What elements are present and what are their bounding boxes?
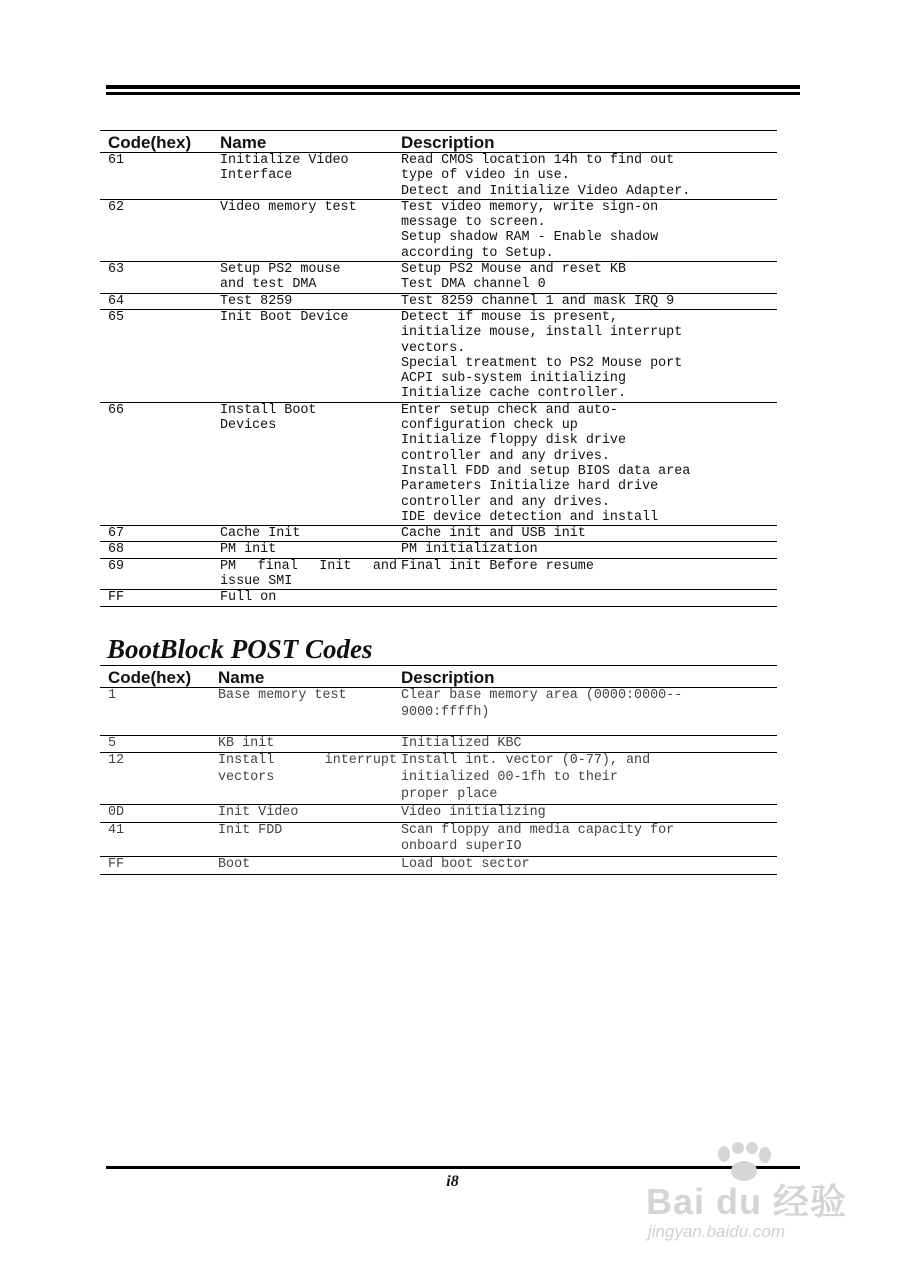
description-cell: Test 8259 channel 1 and mask IRQ 9	[397, 293, 777, 309]
code-cell: 61	[100, 153, 212, 200]
code-cell: 64	[100, 293, 212, 309]
table-header-row	[100, 131, 777, 153]
table-row	[100, 590, 777, 606]
table-row	[100, 199, 777, 261]
name-cell: Full on	[212, 590, 397, 606]
code-column-header: Code(hex)	[100, 131, 212, 153]
description-cell: Detect if mouse is present, initialize mouse, install interrupt vectors. Special treatment to PS2 Mouse port ACPI sub-system initializing Initialize cache controller.	[397, 309, 777, 402]
description-cell: Clear base memory area (0000:0000-- 9000:ffffh)	[397, 688, 777, 736]
name-cell: Base memory test	[210, 688, 397, 736]
description-cell: Video initializing	[397, 804, 777, 822]
name-cell: KB init	[210, 735, 397, 753]
table-row	[100, 822, 777, 857]
code-cell: 1	[100, 688, 210, 736]
description-column-header: Description	[397, 666, 777, 688]
table-row	[100, 735, 777, 753]
page-number: i8	[446, 1173, 459, 1190]
description-cell: Test video memory, write sign-on message to screen. Setup shadow RAM - Enable shadow according to Setup.	[397, 199, 777, 261]
code-cell: 65	[100, 309, 212, 402]
description-cell: Install int. vector (0-77), and initialized 00-1fh to their proper place	[397, 753, 777, 804]
description-cell: Initialized KBC	[397, 735, 777, 753]
post-codes-table	[100, 130, 777, 607]
name-cell: PM init	[212, 542, 397, 558]
table-row	[100, 542, 777, 558]
name-column-header: Name	[210, 666, 397, 688]
name-cell: Init FDD	[210, 822, 397, 857]
name-cell: Init Boot Device	[212, 309, 397, 402]
name-cell: Boot	[210, 857, 397, 875]
name-cell: PM final Init and issue SMI	[212, 558, 397, 590]
code-cell: FF	[100, 857, 210, 875]
code-cell: 0D	[100, 804, 210, 822]
code-cell: 12	[100, 753, 210, 804]
name-cell: Install Boot Devices	[212, 402, 397, 525]
bootblock-codes-table	[100, 665, 777, 875]
table-row	[100, 688, 777, 736]
description-cell: Final init Before resume	[397, 558, 777, 590]
table-row	[100, 804, 777, 822]
code-column-header: Code(hex)	[100, 666, 210, 688]
code-cell: 63	[100, 262, 212, 294]
code-cell: 69	[100, 558, 212, 590]
table-row	[100, 309, 777, 402]
baidu-watermark	[642, 1142, 857, 1252]
name-column-header: Name	[212, 131, 397, 153]
table-row	[100, 857, 777, 875]
table-row	[100, 153, 777, 200]
section-title: BootBlock POST Codes	[107, 634, 373, 664]
description-cell: Load boot sector	[397, 857, 777, 875]
name-cell: Init Video	[210, 804, 397, 822]
table-row	[100, 558, 777, 590]
table-row	[100, 402, 777, 525]
header-rule-thin	[106, 92, 800, 95]
table-row	[100, 526, 777, 542]
watermark-logo: Bai du 经验	[646, 1181, 848, 1222]
description-cell: Scan floppy and media capacity for onboard superIO	[397, 822, 777, 857]
description-column-header: Description	[397, 131, 777, 153]
name-cell: Setup PS2 mouse and test DMA	[212, 262, 397, 294]
watermark-url: jingyan.baidu.com	[648, 1222, 786, 1241]
code-cell: 67	[100, 526, 212, 542]
code-cell: 5	[100, 735, 210, 753]
table-row	[100, 753, 777, 804]
description-cell: PM initialization	[397, 542, 777, 558]
description-cell: Enter setup check and auto- configuration check up Initialize floppy disk drive controller and any drives. Install FDD and setup BIOS data area Parameters Initialize hard drive controller and any drives. IDE device detection and install	[397, 402, 777, 525]
description-cell: Setup PS2 Mouse and reset KB Test DMA channel 0	[397, 262, 777, 294]
description-cell	[397, 590, 777, 606]
table-row	[100, 262, 777, 294]
name-cell: Initialize Video Interface	[212, 153, 397, 200]
description-cell: Cache init and USB init	[397, 526, 777, 542]
table-header-row	[100, 666, 777, 688]
name-cell: Cache Init	[212, 526, 397, 542]
name-cell: Video memory test	[212, 199, 397, 261]
code-cell: 66	[100, 402, 212, 525]
table-row	[100, 293, 777, 309]
code-cell: 62	[100, 199, 212, 261]
name-cell: Install interrupt vectors	[210, 753, 397, 804]
description-cell: Read CMOS location 14h to find out type of video in use. Detect and Initialize Video Adapter.	[397, 153, 777, 200]
name-cell: Test 8259	[212, 293, 397, 309]
code-cell: 41	[100, 822, 210, 857]
code-cell: 68	[100, 542, 212, 558]
header-rule-thick	[106, 85, 800, 89]
code-cell: FF	[100, 590, 212, 606]
